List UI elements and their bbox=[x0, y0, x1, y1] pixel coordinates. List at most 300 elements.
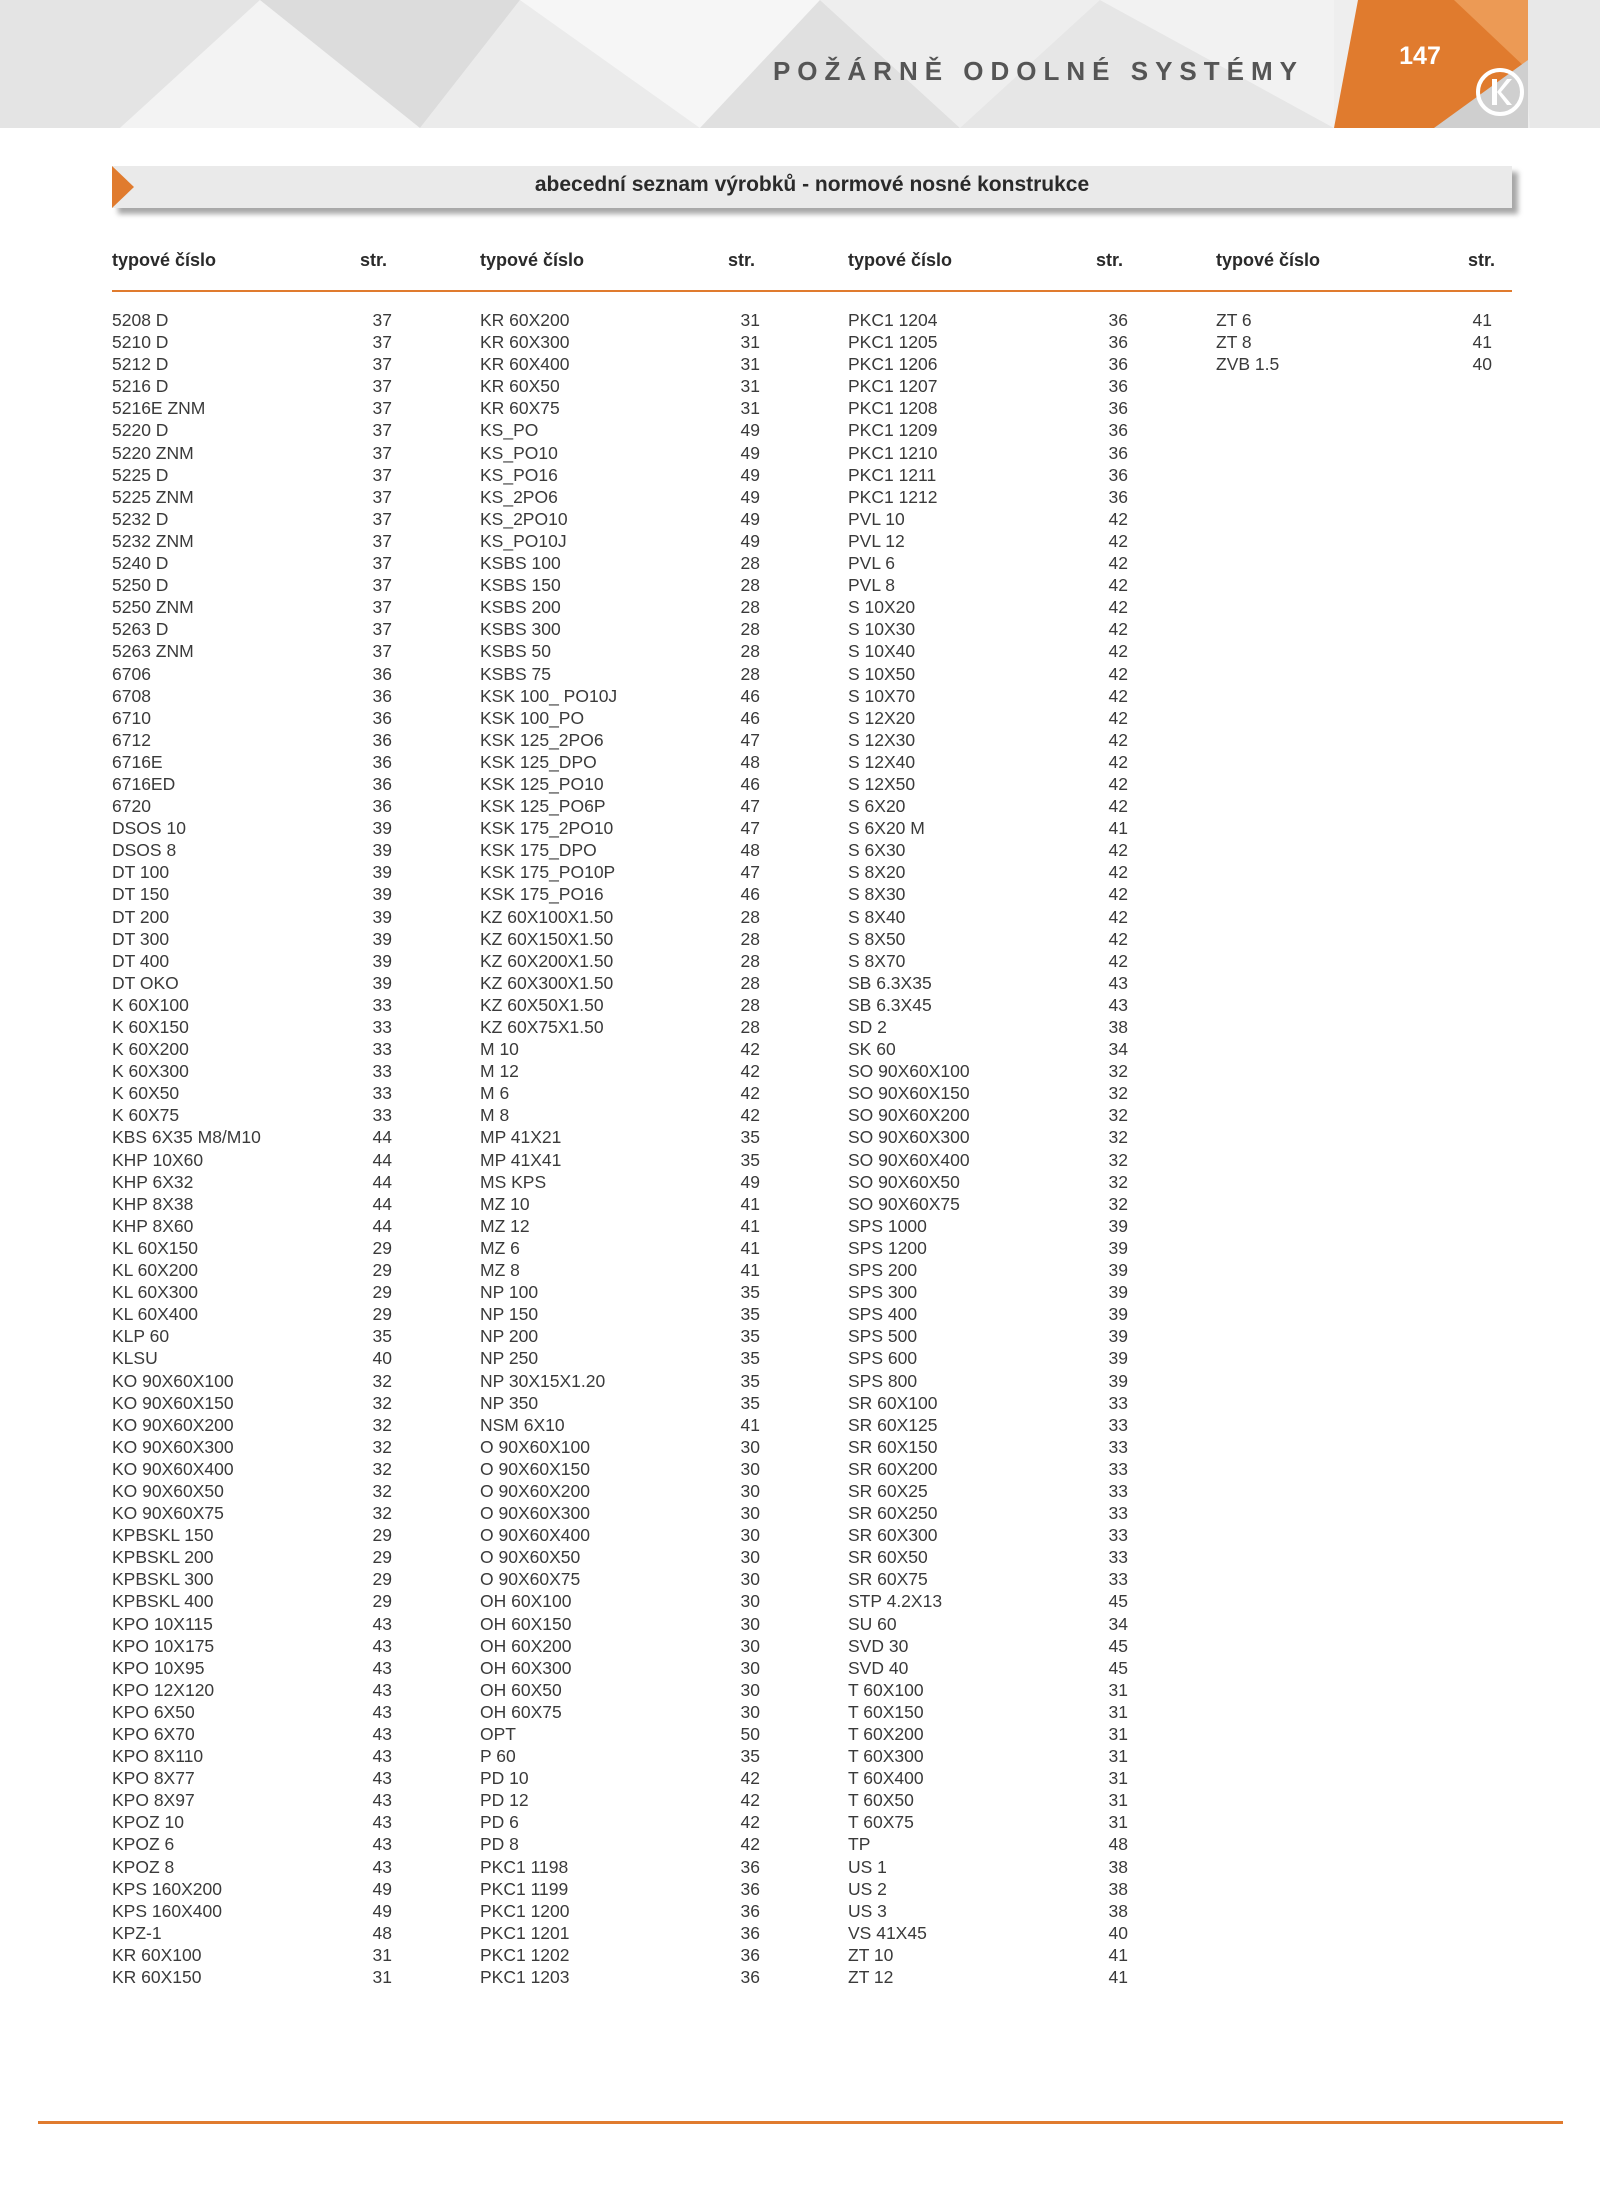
page-reference: 39 bbox=[1108, 1326, 1128, 1347]
page-reference: 37 bbox=[372, 641, 392, 662]
product-code: KPO 8X97 bbox=[112, 1790, 195, 1811]
page-reference: 41 bbox=[1108, 818, 1128, 839]
product-code: KSK 125_2PO6 bbox=[480, 729, 604, 750]
table-row bbox=[848, 795, 1128, 817]
product-code: M 10 bbox=[480, 1039, 519, 1060]
product-code: KPBSKL 300 bbox=[112, 1569, 214, 1590]
page-reference: 28 bbox=[740, 641, 760, 662]
product-code: KR 60X300 bbox=[480, 332, 570, 353]
product-code: VS 41X45 bbox=[848, 1922, 927, 1943]
product-code: S 10X30 bbox=[848, 619, 916, 640]
table-row bbox=[112, 751, 392, 773]
table-row bbox=[848, 1082, 1128, 1104]
table-row bbox=[480, 1480, 760, 1502]
product-code: KSK 100_ PO10J bbox=[480, 685, 618, 706]
product-code: K 60X50 bbox=[112, 1083, 180, 1104]
table-row bbox=[480, 1856, 760, 1878]
table-row bbox=[848, 1392, 1128, 1414]
table-row bbox=[848, 640, 1128, 662]
table-row bbox=[848, 1723, 1128, 1745]
table-row bbox=[112, 618, 392, 640]
page-reference: 32 bbox=[1108, 1127, 1128, 1148]
table-row bbox=[848, 1480, 1128, 1502]
product-code: KPBSKL 150 bbox=[112, 1525, 214, 1546]
product-code: OH 60X100 bbox=[480, 1591, 572, 1612]
page-reference: 42 bbox=[1108, 884, 1128, 905]
table-row bbox=[112, 1436, 392, 1458]
page-reference: 35 bbox=[372, 1326, 392, 1347]
product-code: KPO 8X77 bbox=[112, 1768, 195, 1789]
page-reference: 39 bbox=[372, 950, 392, 971]
product-code: KR 60X100 bbox=[112, 1944, 202, 1965]
product-code: O 90X60X300 bbox=[480, 1503, 590, 1524]
page-reference: 36 bbox=[1108, 332, 1128, 353]
table-row bbox=[480, 353, 760, 375]
product-code: KSBS 75 bbox=[480, 663, 552, 684]
page-reference: 30 bbox=[740, 1657, 760, 1678]
page-reference: 28 bbox=[740, 663, 760, 684]
page-reference: 46 bbox=[740, 773, 760, 794]
table-row bbox=[480, 1060, 760, 1082]
product-code: PD 6 bbox=[480, 1812, 519, 1833]
table-row bbox=[848, 1811, 1128, 1833]
page-reference: 39 bbox=[372, 884, 392, 905]
page-reference: 43 bbox=[372, 1613, 392, 1634]
product-column-2 bbox=[480, 309, 760, 1988]
product-code: KPO 12X120 bbox=[112, 1679, 215, 1700]
table-row bbox=[848, 1833, 1128, 1855]
product-code: KSK 175_2PO10 bbox=[480, 818, 614, 839]
product-code: KSK 125_DPO bbox=[480, 751, 597, 772]
table-row bbox=[848, 1325, 1128, 1347]
table-row bbox=[480, 817, 760, 839]
table-row bbox=[480, 1524, 760, 1546]
table-row bbox=[1216, 309, 1492, 331]
page-reference: 40 bbox=[1108, 1922, 1128, 1943]
product-code: 5220 ZNM bbox=[112, 442, 194, 463]
table-row bbox=[480, 1635, 760, 1657]
product-code: PKC1 1208 bbox=[848, 398, 938, 419]
page-reference: 44 bbox=[372, 1171, 392, 1192]
table-row bbox=[112, 552, 392, 574]
page-reference: 42 bbox=[740, 1039, 760, 1060]
page-reference: 41 bbox=[740, 1260, 760, 1281]
product-code: SPS 200 bbox=[848, 1260, 918, 1281]
page-reference: 35 bbox=[740, 1304, 760, 1325]
product-code: DT OKO bbox=[112, 972, 179, 993]
product-code: 6716E bbox=[112, 751, 163, 772]
page-reference: 47 bbox=[740, 862, 760, 883]
page-reference: 28 bbox=[740, 972, 760, 993]
table-row bbox=[112, 1657, 392, 1679]
product-code: US 2 bbox=[848, 1878, 887, 1899]
product-code: DT 200 bbox=[112, 906, 170, 927]
product-code: KO 90X60X150 bbox=[112, 1392, 234, 1413]
table-row bbox=[480, 1679, 760, 1701]
product-code: SR 60X150 bbox=[848, 1436, 938, 1457]
page-reference: 41 bbox=[1472, 332, 1492, 353]
table-row bbox=[112, 1679, 392, 1701]
product-code: 5263 ZNM bbox=[112, 641, 194, 662]
product-code: KO 90X60X300 bbox=[112, 1436, 234, 1457]
page-reference: 29 bbox=[372, 1547, 392, 1568]
product-code: SR 60X75 bbox=[848, 1569, 928, 1590]
table-row bbox=[112, 1789, 392, 1811]
product-code: SO 90X60X50 bbox=[848, 1171, 960, 1192]
page-reference: 39 bbox=[1108, 1348, 1128, 1369]
table-row bbox=[848, 331, 1128, 353]
product-code: DT 300 bbox=[112, 928, 170, 949]
table-row bbox=[848, 1679, 1128, 1701]
page-reference: 33 bbox=[1108, 1547, 1128, 1568]
page-reference: 44 bbox=[372, 1215, 392, 1236]
page-reference: 42 bbox=[1108, 619, 1128, 640]
product-code: SPS 400 bbox=[848, 1304, 918, 1325]
product-code: US 3 bbox=[848, 1900, 887, 1921]
product-code: T 60X75 bbox=[848, 1812, 914, 1833]
page-reference: 31 bbox=[740, 332, 760, 353]
table-row bbox=[480, 1546, 760, 1568]
page-reference: 49 bbox=[740, 508, 760, 529]
table-row bbox=[480, 397, 760, 419]
product-code: PKC1 1206 bbox=[848, 354, 938, 375]
table-row bbox=[112, 663, 392, 685]
product-code: KZ 60X50X1.50 bbox=[480, 994, 604, 1015]
table-row bbox=[480, 331, 760, 353]
product-code: NP 350 bbox=[480, 1392, 539, 1413]
table-row bbox=[848, 552, 1128, 574]
product-code: KR 60X75 bbox=[480, 398, 560, 419]
page-reference: 42 bbox=[740, 1105, 760, 1126]
page-reference: 37 bbox=[372, 619, 392, 640]
page-reference: 33 bbox=[372, 994, 392, 1015]
table-row bbox=[480, 1237, 760, 1259]
page-reference: 47 bbox=[740, 729, 760, 750]
product-code: PKC1 1210 bbox=[848, 442, 938, 463]
page-reference: 31 bbox=[372, 1944, 392, 1965]
table-row bbox=[112, 397, 392, 419]
page-reference: 33 bbox=[1108, 1525, 1128, 1546]
product-code: 5208 D bbox=[112, 310, 169, 330]
table-row bbox=[112, 1038, 392, 1060]
table-row bbox=[112, 508, 392, 530]
table-row bbox=[112, 442, 392, 464]
page-reference: 32 bbox=[1108, 1193, 1128, 1214]
table-row bbox=[848, 906, 1128, 928]
page-reference: 39 bbox=[372, 906, 392, 927]
product-code: S 10X70 bbox=[848, 685, 916, 706]
product-code: S 10X20 bbox=[848, 597, 916, 618]
page-reference: 37 bbox=[372, 310, 392, 330]
product-code: KHP 8X60 bbox=[112, 1215, 194, 1236]
product-code: NP 30X15X1.20 bbox=[480, 1370, 606, 1391]
page-reference: 33 bbox=[372, 1105, 392, 1126]
page-reference: 37 bbox=[372, 376, 392, 397]
product-code: KHP 8X38 bbox=[112, 1193, 194, 1214]
table-row bbox=[848, 751, 1128, 773]
product-code: OH 60X300 bbox=[480, 1657, 572, 1678]
product-code: ZVB 1.5 bbox=[1216, 354, 1280, 375]
product-code: ZT 10 bbox=[848, 1944, 894, 1965]
table-row bbox=[480, 1259, 760, 1281]
page-reference: 32 bbox=[372, 1392, 392, 1413]
table-row bbox=[480, 640, 760, 662]
table-row bbox=[112, 1811, 392, 1833]
product-code: KBS 6X35 M8/M10 bbox=[112, 1127, 261, 1148]
table-row bbox=[112, 1325, 392, 1347]
page-reference: 42 bbox=[1108, 575, 1128, 596]
product-code: SU 60 bbox=[848, 1613, 897, 1634]
product-code: KS_2PO10 bbox=[480, 508, 568, 529]
product-code: KO 90X60X200 bbox=[112, 1414, 234, 1435]
page-reference: 43 bbox=[372, 1790, 392, 1811]
table-row bbox=[112, 883, 392, 905]
product-code: S 6X20 bbox=[848, 796, 906, 817]
page-reference: 29 bbox=[372, 1260, 392, 1281]
table-row bbox=[112, 530, 392, 552]
table-row bbox=[848, 1767, 1128, 1789]
page-reference: 42 bbox=[1108, 796, 1128, 817]
table-row bbox=[848, 972, 1128, 994]
page-reference: 28 bbox=[740, 575, 760, 596]
product-code: K 60X150 bbox=[112, 1017, 189, 1037]
product-code: S 6X20 M bbox=[848, 818, 925, 839]
page-reference: 33 bbox=[372, 1017, 392, 1037]
product-code: SO 90X60X400 bbox=[848, 1149, 970, 1170]
table-row bbox=[480, 906, 760, 928]
product-code: SK 60 bbox=[848, 1039, 896, 1060]
product-code: MS KPS bbox=[480, 1171, 547, 1192]
product-code: 5212 D bbox=[112, 354, 169, 375]
page-reference: 29 bbox=[372, 1304, 392, 1325]
product-code: KS_PO16 bbox=[480, 464, 558, 485]
product-code: O 90X60X150 bbox=[480, 1458, 590, 1479]
table-row bbox=[480, 1392, 760, 1414]
product-code: PKC1 1205 bbox=[848, 332, 938, 353]
page-reference: 49 bbox=[740, 420, 760, 441]
page-reference: 41 bbox=[740, 1193, 760, 1214]
page-reference: 32 bbox=[372, 1480, 392, 1501]
product-code: KPBSKL 400 bbox=[112, 1591, 214, 1612]
page-reference: 36 bbox=[1108, 354, 1128, 375]
page-reference: 36 bbox=[1108, 398, 1128, 419]
table-row bbox=[112, 950, 392, 972]
page-reference: 36 bbox=[740, 1922, 760, 1943]
page-reference: 35 bbox=[740, 1326, 760, 1347]
table-row bbox=[848, 1613, 1128, 1635]
product-code: MP 41X21 bbox=[480, 1127, 562, 1148]
table-row bbox=[848, 707, 1128, 729]
table-row bbox=[848, 1745, 1128, 1767]
table-row bbox=[112, 1370, 392, 1392]
page-reference: 35 bbox=[740, 1149, 760, 1170]
product-code: KSBS 50 bbox=[480, 641, 552, 662]
page-reference: 36 bbox=[740, 1900, 760, 1921]
product-code: KSBS 150 bbox=[480, 575, 561, 596]
page-reference: 43 bbox=[1108, 972, 1128, 993]
table-row bbox=[848, 1060, 1128, 1082]
table-row bbox=[480, 618, 760, 640]
page-reference: 28 bbox=[740, 928, 760, 949]
page-reference: 28 bbox=[740, 906, 760, 927]
table-row bbox=[112, 1745, 392, 1767]
product-code: KPOZ 6 bbox=[112, 1834, 175, 1855]
table-row bbox=[480, 486, 760, 508]
page-reference: 49 bbox=[740, 530, 760, 551]
page-reference: 36 bbox=[1108, 310, 1128, 330]
table-row bbox=[848, 950, 1128, 972]
table-row bbox=[480, 839, 760, 861]
product-code: SR 60X200 bbox=[848, 1458, 938, 1479]
product-code: 5250 ZNM bbox=[112, 597, 194, 618]
product-code: KL 60X150 bbox=[112, 1237, 198, 1258]
product-code: KL 60X400 bbox=[112, 1304, 198, 1325]
product-column-3 bbox=[848, 309, 1128, 1988]
page-reference: 33 bbox=[372, 1061, 392, 1082]
page-reference: 31 bbox=[740, 376, 760, 397]
product-code: KZ 60X150X1.50 bbox=[480, 928, 614, 949]
page-reference: 32 bbox=[372, 1414, 392, 1435]
product-code: SPS 300 bbox=[848, 1282, 918, 1303]
product-code: PKC1 1199 bbox=[480, 1878, 569, 1899]
table-row bbox=[112, 1237, 392, 1259]
table-row bbox=[848, 1016, 1128, 1038]
page-reference: 35 bbox=[740, 1370, 760, 1391]
page-reference: 39 bbox=[1108, 1370, 1128, 1391]
product-code: KPO 6X50 bbox=[112, 1701, 195, 1722]
table-row bbox=[848, 1524, 1128, 1546]
table-row bbox=[848, 729, 1128, 751]
column-header-page: str. bbox=[360, 250, 388, 270]
page-reference: 39 bbox=[1108, 1260, 1128, 1281]
product-code: SPS 1200 bbox=[848, 1237, 927, 1258]
page-reference: 43 bbox=[372, 1856, 392, 1877]
page-reference: 28 bbox=[740, 950, 760, 971]
page-reference: 43 bbox=[372, 1635, 392, 1656]
page-reference: 32 bbox=[1108, 1083, 1128, 1104]
table-row bbox=[112, 1104, 392, 1126]
page-reference: 32 bbox=[1108, 1105, 1128, 1126]
page-reference: 42 bbox=[1108, 862, 1128, 883]
product-code: KR 60X200 bbox=[480, 310, 570, 330]
product-code: DSOS 10 bbox=[112, 818, 186, 839]
page-reference: 42 bbox=[1108, 663, 1128, 684]
page-reference: 36 bbox=[372, 663, 392, 684]
table-row bbox=[112, 1856, 392, 1878]
table-row bbox=[480, 1966, 760, 1988]
page-reference: 30 bbox=[740, 1436, 760, 1457]
page-reference: 32 bbox=[372, 1436, 392, 1457]
page-reference: 37 bbox=[372, 442, 392, 463]
page-reference: 42 bbox=[740, 1061, 760, 1082]
product-code: T 60X150 bbox=[848, 1701, 924, 1722]
product-code: KSBS 200 bbox=[480, 597, 561, 618]
column-header-code: typové číslo bbox=[1216, 250, 1321, 270]
page-reference: 28 bbox=[740, 1017, 760, 1037]
page-reference: 30 bbox=[740, 1569, 760, 1590]
table-row bbox=[112, 486, 392, 508]
table-row bbox=[848, 1038, 1128, 1060]
page-reference: 50 bbox=[740, 1724, 760, 1744]
table-row bbox=[112, 1546, 392, 1568]
table-row bbox=[848, 1370, 1128, 1392]
table-row bbox=[848, 1966, 1128, 1988]
page-reference: 36 bbox=[1108, 376, 1128, 397]
table-row bbox=[112, 1281, 392, 1303]
product-code: K 60X200 bbox=[112, 1039, 189, 1060]
page-reference: 44 bbox=[372, 1149, 392, 1170]
page-reference: 45 bbox=[1108, 1591, 1128, 1612]
table-row bbox=[112, 1568, 392, 1590]
product-code: KPO 8X110 bbox=[112, 1746, 204, 1767]
table-row bbox=[848, 994, 1128, 1016]
page-reference: 35 bbox=[740, 1282, 760, 1303]
table-row bbox=[480, 1568, 760, 1590]
page-reference: 41 bbox=[1472, 310, 1492, 330]
table-row bbox=[848, 1149, 1128, 1171]
page-reference: 48 bbox=[1108, 1834, 1128, 1855]
page-reference: 38 bbox=[1108, 1017, 1128, 1037]
product-code: K 60X300 bbox=[112, 1061, 189, 1082]
product-code: KPS 160X200 bbox=[112, 1878, 222, 1899]
page-reference: 32 bbox=[372, 1458, 392, 1479]
page-reference: 45 bbox=[1108, 1635, 1128, 1656]
page-reference: 42 bbox=[1108, 773, 1128, 794]
table-row bbox=[112, 685, 392, 707]
page-reference: 42 bbox=[740, 1768, 760, 1789]
product-code: S 8X40 bbox=[848, 906, 906, 927]
page-reference: 41 bbox=[1108, 1944, 1128, 1965]
product-code: KL 60X300 bbox=[112, 1282, 198, 1303]
page-reference: 49 bbox=[740, 464, 760, 485]
table-row bbox=[848, 596, 1128, 618]
product-code: KS_2PO6 bbox=[480, 486, 558, 507]
table-row bbox=[112, 1878, 392, 1900]
product-code: SPS 800 bbox=[848, 1370, 918, 1391]
table-row bbox=[480, 928, 760, 950]
page-reference: 39 bbox=[1108, 1282, 1128, 1303]
table-row bbox=[480, 419, 760, 441]
page-reference: 32 bbox=[372, 1503, 392, 1524]
product-code: OPT bbox=[480, 1724, 516, 1744]
product-code: O 90X60X50 bbox=[480, 1547, 581, 1568]
page-reference: 31 bbox=[740, 310, 760, 330]
product-code: KPO 10X175 bbox=[112, 1635, 215, 1656]
product-code: 5232 D bbox=[112, 508, 169, 529]
product-code: KPZ-1 bbox=[112, 1922, 162, 1943]
page-reference: 29 bbox=[372, 1237, 392, 1258]
table-row bbox=[112, 596, 392, 618]
table-row bbox=[848, 1193, 1128, 1215]
table-row bbox=[480, 1878, 760, 1900]
table-row bbox=[112, 1060, 392, 1082]
page-reference: 40 bbox=[372, 1348, 392, 1369]
table-row bbox=[480, 861, 760, 883]
column-header-page: str. bbox=[1096, 250, 1124, 270]
table-row bbox=[848, 1259, 1128, 1281]
table-row bbox=[112, 729, 392, 751]
page-reference: 46 bbox=[740, 685, 760, 706]
page-reference: 43 bbox=[1108, 994, 1128, 1015]
table-row bbox=[112, 861, 392, 883]
product-code: PKC1 1198 bbox=[480, 1856, 569, 1877]
page-reference: 33 bbox=[1108, 1458, 1128, 1479]
page-reference: 39 bbox=[372, 818, 392, 839]
product-code: O 90X60X100 bbox=[480, 1436, 590, 1457]
table-row bbox=[848, 817, 1128, 839]
page-reference: 46 bbox=[740, 707, 760, 728]
product-code: US 1 bbox=[848, 1856, 887, 1877]
